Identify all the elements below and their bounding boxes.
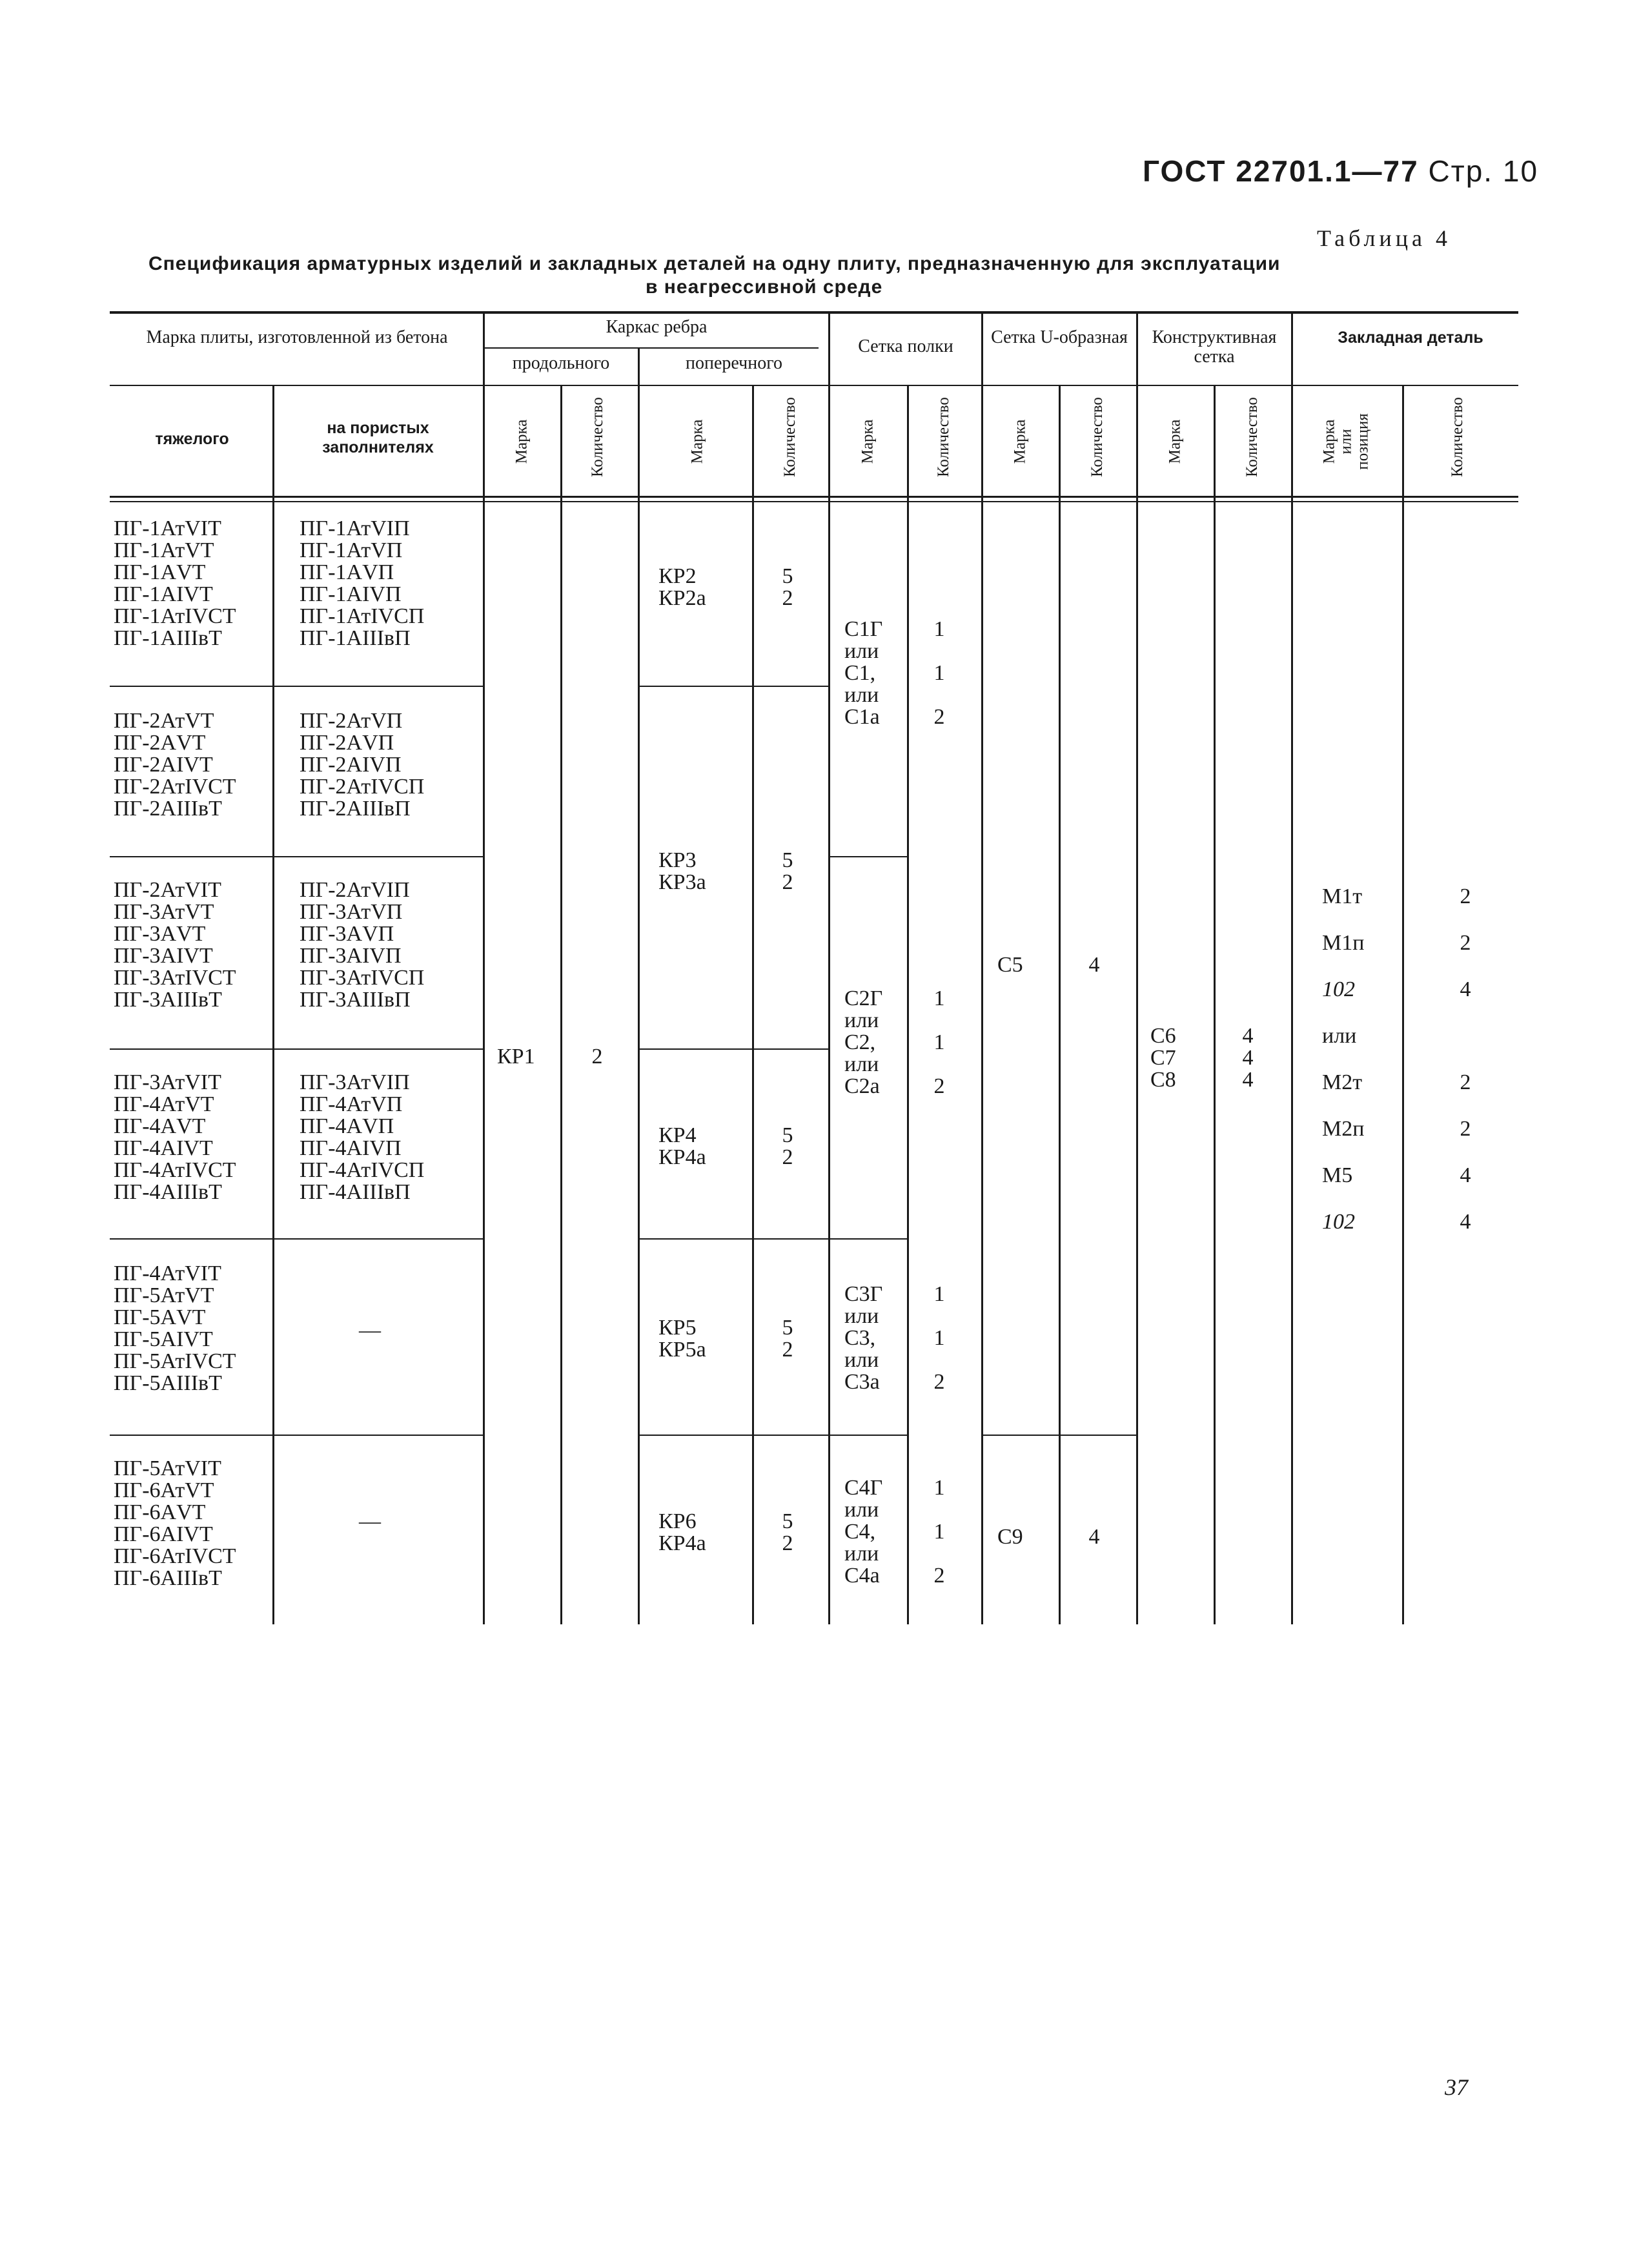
shelf-qty: 1 1 2 [933, 986, 945, 1098]
group-separator [638, 1048, 828, 1050]
subhead-mark: Марка [688, 419, 706, 464]
shelf-qty: 1 1 2 [933, 1282, 945, 1394]
plate-marks-porous: ПГ-1АтVIП ПГ-1АтVП ПГ-1АVП ПГ-1АIVП ПГ-1АтIVСП ПГ-1АIIIвП [300, 516, 425, 650]
col-u-mesh: Сетка U-образная [991, 327, 1128, 347]
transverse-mark: КР3 КР3а [658, 848, 706, 894]
col-divider [560, 386, 562, 1624]
embedded-qty: 2 [1460, 1070, 1471, 1094]
page-label: Стр. 10 [1428, 154, 1539, 188]
col-divider [752, 385, 754, 1624]
shelf-mark: С2Г или С2, или С2а [844, 986, 883, 1098]
embedded-mark: М2т [1322, 1070, 1363, 1094]
transverse-qty: 5 2 [782, 564, 793, 610]
table-number: Таблица 4 [1317, 225, 1451, 251]
table-title-line2: в неагрессивной среде [646, 276, 883, 298]
subhead-mark: Марка [1166, 419, 1184, 464]
embedded-mark: или [1322, 1024, 1357, 1048]
embedded-mark: 102 [1322, 1210, 1355, 1234]
col-shelf-mesh: Сетка полки [858, 336, 953, 356]
longitudinal-qty: 2 [591, 1045, 603, 1068]
embedded-mark: М1т [1322, 884, 1363, 908]
group-separator [828, 856, 907, 857]
u-mesh-qty: 4 [1088, 1525, 1100, 1549]
subhead-mark: Марка [1011, 419, 1029, 464]
embedded-mark: 102 [1322, 977, 1355, 1001]
embedded-qty: 2 [1460, 931, 1471, 955]
group-separator [638, 686, 828, 687]
standard-header [1143, 154, 1538, 189]
col-plate-mark: Марка плиты, изготовленной из бетона [146, 327, 448, 347]
plate-marks-heavy: ПГ-1АтVIТ ПГ-1АтVТ ПГ-1АVТ ПГ-1АIVТ ПГ-1АтIVСТ ПГ-1АIIIвТ [114, 516, 236, 650]
plate-marks-porous: — [359, 1318, 381, 1342]
table-title: Спецификация арматурных изделий и закладных деталей на одну плиту, предназначенную для эксплуатации [148, 253, 1281, 274]
transverse-qty: 5 2 [782, 1123, 793, 1169]
col-divider [638, 349, 640, 1624]
embedded-mark: М1п [1322, 931, 1365, 955]
col-heavy: тяжелого [155, 430, 229, 448]
col-embedded: Закладная деталь [1338, 329, 1483, 347]
subhead-qty: Количество [1449, 397, 1466, 477]
col-divider [981, 314, 983, 1624]
col-divider [1214, 385, 1216, 1624]
embedded-mark: М5 [1322, 1163, 1353, 1187]
group-separator [110, 686, 483, 687]
col-divider [272, 385, 274, 1624]
embedded-mark: М2п [1322, 1117, 1365, 1141]
col-longitudinal: продольного [512, 353, 610, 373]
transverse-mark: КР4 КР4а [658, 1123, 706, 1169]
plate-marks-heavy: ПГ-2АтVТ ПГ-2АVТ ПГ-2АIVТ ПГ-2АтIVСТ ПГ-2АIIIвТ [114, 709, 236, 821]
subhead-qty: Количество [935, 397, 952, 477]
col-divider [1291, 314, 1293, 1624]
header-mid-rule [110, 385, 1518, 386]
u-mesh-qty: 4 [1088, 953, 1100, 977]
col-divider [1136, 314, 1138, 1624]
plate-marks-heavy: ПГ-2АтVIТ ПГ-3АтVТ ПГ-3АVТ ПГ-3АIVТ ПГ-3АтIVСТ ПГ-3АIIIвТ [114, 878, 236, 1012]
table-top-rule [110, 311, 1518, 314]
shelf-mark: С4Г или С4, или С4а [844, 1476, 883, 1588]
u-mesh-mark: С9 [997, 1525, 1023, 1549]
group-separator [638, 1238, 907, 1240]
group-separator [110, 1048, 483, 1050]
transverse-mark: КР6 КР4а [658, 1509, 706, 1555]
page-number: 37 [1445, 2074, 1468, 2100]
shelf-mark: С1Г или С1, или С1а [844, 617, 883, 729]
header-bottom-rule [110, 496, 1518, 498]
transverse-mark: КР5 КР5а [658, 1316, 706, 1362]
plate-marks-porous: ПГ-3АтVIП ПГ-4АтVП ПГ-4АVП ПГ-4АIVП ПГ-4АтIVСП ПГ-4АIIIвП [300, 1070, 425, 1204]
col-divider [483, 314, 485, 1624]
col-divider [828, 314, 830, 1624]
transverse-qty: 5 2 [782, 1316, 793, 1362]
embedded-qty: 2 [1460, 884, 1471, 908]
constr-mesh-qty: 4 4 4 [1242, 1024, 1254, 1092]
constr-mesh-mark: С6 С7 С8 [1150, 1024, 1176, 1092]
header-bottom-rule-2 [110, 501, 1518, 502]
group-separator [110, 856, 483, 857]
plate-marks-porous: ПГ-2АтVП ПГ-2АVП ПГ-2АIVП ПГ-2АтIVСП ПГ-2АIIIвП [300, 709, 425, 821]
plate-marks-heavy: ПГ-5АтVIТ ПГ-6АтVТ ПГ-6АVТ ПГ-6АIVТ ПГ-6АтIVСТ ПГ-6АIIIвТ [114, 1456, 236, 1590]
subhead-qty: Количество [1243, 397, 1261, 477]
embedded-qty: 2 [1460, 1117, 1471, 1141]
group-separator [110, 1238, 483, 1240]
col-divider [1059, 385, 1061, 1624]
subhead-qty: Количество [589, 397, 606, 477]
subhead-mark: Марка [513, 419, 531, 464]
col-porous: на пористых заполнителях [322, 419, 434, 456]
plate-marks-heavy: ПГ-4АтVIТ ПГ-5АтVТ ПГ-5АVТ ПГ-5АIVТ ПГ-5АтIVСТ ПГ-5АIIIвТ [114, 1262, 236, 1395]
col-divider [1402, 385, 1404, 1624]
longitudinal-mark: КР1 [497, 1045, 535, 1068]
rib-frame-rule [483, 347, 819, 349]
plate-marks-porous: — [359, 1509, 381, 1533]
subhead-mark: Марка [859, 419, 877, 464]
transverse-qty: 5 2 [782, 848, 793, 894]
group-separator [638, 1435, 907, 1436]
group-separator [981, 1435, 1136, 1436]
col-transverse: поперечного [686, 353, 782, 373]
col-constr-mesh: Конструктивная сетка [1152, 327, 1277, 367]
embedded-qty: 4 [1460, 1210, 1471, 1234]
transverse-mark: КР2 КР2а [658, 564, 706, 610]
shelf-qty: 1 1 2 [933, 1476, 945, 1588]
plate-marks-porous: ПГ-2АтVIП ПГ-3АтVП ПГ-3АVП ПГ-3АIVП ПГ-3АтIVСП ПГ-3АIIIвП [300, 878, 425, 1012]
transverse-qty: 5 2 [782, 1509, 793, 1555]
col-rib-frame: Каркас ребра [606, 317, 708, 337]
shelf-mark: С3Г или С3, или С3а [844, 1282, 883, 1394]
embedded-qty: 4 [1460, 977, 1471, 1001]
standard-code: ГОСТ 22701.1—77 [1143, 154, 1419, 188]
shelf-qty: 1 1 2 [933, 617, 945, 729]
group-separator [110, 1435, 483, 1436]
col-divider [907, 385, 909, 1624]
plate-marks-heavy: ПГ-3АтVIТ ПГ-4АтVТ ПГ-4АVТ ПГ-4АIVТ ПГ-4АтIVСТ ПГ-4АIIIвТ [114, 1070, 236, 1204]
u-mesh-mark: С5 [997, 953, 1023, 977]
subhead-qty: Количество [781, 397, 799, 477]
embedded-qty: 4 [1460, 1163, 1471, 1187]
subhead-mark-or-pos: Марка или позиция [1321, 413, 1372, 470]
subhead-qty: Количество [1088, 397, 1106, 477]
